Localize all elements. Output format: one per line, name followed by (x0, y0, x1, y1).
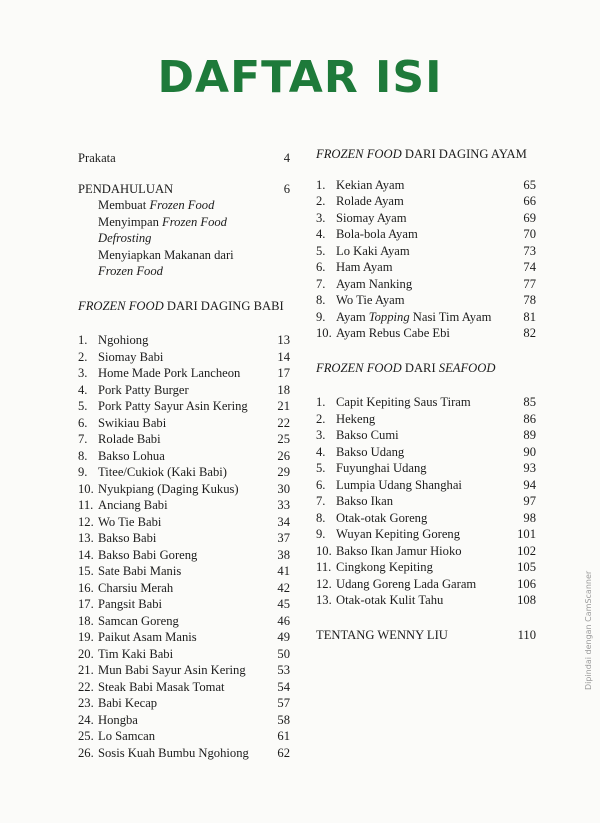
toc-right-column (316, 146, 536, 643)
entry-title: Pork Patty Sayur Asin Kering (98, 399, 248, 413)
entry-number: 3. (316, 210, 326, 225)
toc-entry[interactable] (78, 415, 290, 432)
entry-number: 25. (78, 729, 94, 743)
entry-page: 85 (523, 395, 536, 409)
entry-title: Lo Samcan (98, 729, 156, 743)
section-heading-seafood: FROZEN FOOD DARI SEAFOOD (316, 360, 496, 375)
toc-entry[interactable] (78, 728, 290, 745)
toc-entry[interactable] (316, 460, 536, 477)
toc-entry[interactable] (78, 398, 290, 415)
entry-page: 105 (517, 560, 536, 574)
entry-number: 16. (78, 580, 94, 595)
entry-page: 41 (277, 564, 290, 578)
section-heading-ayam: FROZEN FOOD DARI DAGING AYAM (316, 147, 527, 161)
entry-page: 22 (277, 415, 290, 430)
toc-entry[interactable] (78, 563, 290, 580)
entry-page: 69 (523, 210, 536, 225)
toc-subentry[interactable] (78, 230, 290, 247)
entry-title: Bola-bola Ayam (336, 227, 418, 241)
entry-page: 89 (523, 428, 536, 442)
toc-entry[interactable] (78, 332, 290, 349)
entry-number: 7. (316, 276, 326, 291)
entry-page: 73 (523, 243, 536, 258)
entry-page: 106 (517, 576, 536, 591)
toc-entry[interactable] (316, 576, 536, 593)
entry-number: 24. (78, 712, 94, 727)
entry-number: 5. (316, 461, 326, 475)
entry-number: 10. (316, 543, 332, 558)
entry-title: Anciang Babi (98, 498, 168, 512)
toc-entry[interactable] (78, 745, 290, 762)
toc-entry[interactable] (78, 613, 290, 630)
entry-page: 34 (277, 514, 290, 529)
entry-page: 94 (523, 477, 536, 492)
toc-entry[interactable] (316, 309, 536, 326)
subentry-text: Menyiapkan Makanan dari (98, 247, 234, 262)
entry-number: 6. (316, 260, 326, 274)
toc-entry[interactable] (316, 477, 536, 494)
entry-number: 1. (316, 177, 326, 192)
entry-page: 42 (277, 580, 290, 595)
entry-title: Nyukpiang (Daging Kukus) (98, 481, 239, 496)
toc-entry[interactable] (316, 427, 536, 444)
entry-number: 4. (316, 444, 326, 459)
entry-title: Ayam Nanking (336, 276, 413, 291)
entry-title: Rolade Ayam (336, 194, 404, 208)
toc-entry[interactable] (316, 325, 536, 342)
toc-list-ayam (316, 177, 536, 342)
entry-title: Kekian Ayam (336, 177, 405, 192)
entry-number: 1. (78, 333, 88, 347)
entry-page: 81 (523, 309, 536, 324)
subentry-italic: Defrosting (98, 231, 152, 245)
entry-title: Charsiu Merah (98, 580, 174, 595)
entry-number: 11. (78, 498, 94, 512)
entry-page: 49 (277, 630, 290, 644)
toc-entry[interactable] (78, 382, 290, 399)
subentry-text: Membuat (98, 198, 147, 212)
toc-entry[interactable] (78, 646, 290, 663)
entry-title: Babi Kecap (98, 696, 158, 710)
entry-number: 19. (78, 630, 94, 644)
subentry-text: Menyimpan (98, 214, 159, 229)
entry-title: Samcan Goreng (98, 613, 179, 628)
entry-page: 102 (517, 543, 536, 558)
entry-page: 77 (523, 276, 536, 291)
toc-entry-prakata[interactable] (78, 150, 290, 167)
entry-title: Udang Goreng Lada Garam (336, 576, 477, 591)
entry-title: Otak-otak Kulit Tahu (336, 593, 444, 607)
entry-title: Ngohiong (98, 333, 149, 347)
entry-title: Bakso Lohua (98, 448, 165, 463)
entry-page: 50 (277, 646, 290, 661)
entry-title: Hekeng (336, 411, 376, 426)
entry-label: PENDAHULUAN (78, 181, 174, 196)
entry-page: 33 (277, 498, 290, 512)
entry-page: 90 (523, 444, 536, 459)
toc-entry[interactable] (78, 349, 290, 366)
toc-entry[interactable] (316, 259, 536, 276)
entry-title: Bakso Babi (98, 531, 157, 545)
entry-title: Hongba (98, 712, 138, 727)
entry-number: 6. (78, 415, 88, 430)
toc-entry[interactable] (78, 712, 290, 729)
toc-entry[interactable] (78, 464, 290, 481)
entry-page: 110 (517, 627, 536, 642)
toc-entry[interactable] (78, 679, 290, 696)
toc-entry[interactable] (316, 193, 536, 210)
toc-entry[interactable] (316, 592, 536, 609)
entry-title: Rolade Babi (98, 432, 161, 446)
toc-subentry[interactable] (78, 197, 290, 214)
entry-number: 18. (78, 613, 94, 628)
entry-title: Siomay Babi (98, 349, 164, 364)
toc-entry[interactable] (78, 481, 290, 498)
entry-page: 97 (523, 494, 536, 508)
entry-number: 21. (78, 663, 94, 677)
entry-number: 8. (78, 448, 88, 463)
entry-page: 29 (277, 465, 290, 479)
entry-title: Wo Tie Ayam (336, 293, 405, 307)
entry-number: 13. (316, 593, 332, 607)
subentry-italic: Frozen Food (149, 198, 215, 212)
entry-page: 61 (277, 729, 290, 743)
entry-title: Wo Tie Babi (98, 514, 162, 529)
entry-title: Otak-otak Goreng (336, 510, 428, 525)
toc-entry[interactable] (78, 365, 290, 382)
toc-entry[interactable] (316, 226, 536, 243)
entry-title: Titee/Cukiok (Kaki Babi) (98, 465, 227, 479)
toc-entry[interactable] (316, 444, 536, 461)
entry-number: 10. (316, 326, 332, 340)
toc-entry[interactable] (78, 431, 290, 448)
entry-title: Bakso Udang (336, 444, 405, 459)
toc-entry[interactable] (316, 394, 536, 411)
entry-page: 14 (277, 349, 290, 364)
entry-page: 74 (523, 260, 536, 274)
toc-entry-tentang[interactable] (316, 627, 536, 644)
toc-subentry[interactable] (78, 214, 290, 231)
toc-entry[interactable] (78, 514, 290, 531)
entry-page: 53 (277, 663, 290, 677)
entry-page: 62 (277, 745, 290, 760)
entry-number: 9. (316, 527, 326, 541)
entry-title: Lumpia Udang Shanghai (336, 477, 462, 492)
entry-number: 12. (316, 576, 332, 591)
toc-list-babi (78, 332, 290, 761)
toc-entry[interactable] (78, 662, 290, 679)
toc-subentry[interactable] (78, 263, 290, 280)
entry-title: Ayam Topping Nasi Tim Ayam (336, 309, 492, 324)
entry-number: 23. (78, 696, 94, 710)
toc-entry[interactable] (78, 695, 290, 712)
entry-title: Swikiau Babi (98, 415, 167, 430)
entry-title: Siomay Ayam (336, 210, 407, 225)
entry-page: 78 (523, 293, 536, 307)
entry-title: Pangsit Babi (98, 597, 163, 611)
entry-number: 8. (316, 293, 326, 307)
entry-number: 15. (78, 564, 94, 578)
entry-page: 93 (523, 461, 536, 475)
entry-title: Bakso Babi Goreng (98, 547, 198, 562)
toc-entry[interactable] (316, 210, 536, 227)
entry-number: 4. (78, 382, 88, 397)
entry-number: 3. (78, 366, 88, 380)
toc-entry-pendahuluan[interactable] (78, 181, 290, 198)
entry-number: 11. (316, 560, 332, 574)
entry-page: 46 (277, 613, 290, 628)
scanner-watermark: Dipindai dengan CamScanner (584, 570, 593, 690)
entry-page: 13 (277, 333, 290, 347)
entry-page: 82 (523, 326, 536, 340)
entry-number: 13. (78, 531, 94, 545)
entry-number: 26. (78, 745, 94, 760)
toc-entry[interactable] (78, 580, 290, 597)
toc-entry[interactable] (316, 526, 536, 543)
entry-title: Paikut Asam Manis (98, 630, 197, 644)
entry-number: 9. (78, 465, 88, 479)
toc-entry[interactable] (78, 547, 290, 564)
page-title: DAFTAR ISI (157, 52, 443, 103)
toc-entry[interactable] (316, 243, 536, 260)
entry-page: 25 (277, 432, 290, 446)
entry-page: 45 (277, 597, 290, 611)
entry-number: 14. (78, 547, 94, 562)
entry-title: Sosis Kuah Bumbu Ngohiong (98, 745, 249, 760)
entry-page: 26 (277, 448, 290, 463)
entry-page: 101 (517, 527, 536, 541)
entry-page: 18 (277, 382, 290, 397)
entry-label: Prakata (78, 151, 116, 165)
entry-page: 86 (523, 411, 536, 426)
entry-page: 17 (277, 366, 290, 380)
entry-page: 6 (283, 181, 290, 196)
entry-title: Mun Babi Sayur Asin Kering (98, 663, 246, 677)
entry-number: 5. (316, 243, 326, 258)
subentry-italic: Frozen Food (98, 264, 163, 278)
entry-number: 22. (78, 679, 94, 694)
toc-list-seafood (316, 394, 536, 609)
entry-title: Fuyunghai Udang (336, 461, 427, 475)
entry-number: 3. (316, 428, 326, 442)
entry-number: 6. (316, 477, 326, 492)
entry-page: 4 (283, 151, 290, 165)
toc-entry[interactable] (316, 543, 536, 560)
entry-number: 20. (78, 646, 94, 661)
entry-number: 12. (78, 514, 94, 529)
toc-entry[interactable] (78, 497, 290, 514)
toc-entry[interactable] (78, 596, 290, 613)
entry-title: Wuyan Kepiting Goreng (336, 527, 461, 541)
entry-number: 4. (316, 227, 326, 241)
toc-entry[interactable] (316, 493, 536, 510)
toc-entry[interactable] (316, 559, 536, 576)
entry-label: TENTANG WENNY LIU (316, 627, 448, 642)
entry-title: Cingkong Kepiting (336, 560, 433, 574)
entry-number: 9. (316, 309, 326, 324)
entry-number: 8. (316, 510, 326, 525)
entry-number: 2. (316, 411, 326, 426)
toc-entry[interactable] (316, 292, 536, 309)
entry-page: 65 (523, 177, 536, 192)
toc-entry[interactable] (316, 411, 536, 428)
entry-number: 1. (316, 395, 326, 409)
toc-entry[interactable] (316, 510, 536, 527)
entry-number: 5. (78, 399, 88, 413)
toc-entry[interactable] (316, 276, 536, 293)
entry-page: 98 (523, 510, 536, 525)
subentry-italic: Frozen Food (162, 214, 227, 229)
entry-page: 21 (277, 399, 290, 413)
entry-title: Pork Patty Burger (98, 382, 189, 397)
entry-title: Tim Kaki Babi (98, 646, 174, 661)
entry-title: Steak Babi Masak Tomat (98, 679, 225, 694)
entry-number: 7. (316, 494, 326, 508)
entry-title: Bakso Ikan (336, 494, 394, 508)
entry-title: Ham Ayam (336, 260, 393, 274)
entry-number: 7. (78, 432, 88, 446)
entry-number: 2. (78, 349, 88, 364)
toc-left-column (78, 150, 290, 761)
entry-title: Lo Kaki Ayam (336, 243, 410, 258)
entry-page: 38 (277, 547, 290, 562)
entry-title: Bakso Ikan Jamur Hioko (336, 543, 462, 558)
entry-page: 57 (277, 696, 290, 710)
entry-page: 108 (517, 593, 536, 607)
toc-subentry[interactable] (78, 247, 290, 264)
entry-page: 37 (277, 531, 290, 545)
entry-number: 2. (316, 194, 326, 208)
entry-number: 17. (78, 597, 94, 611)
entry-title: Bakso Cumi (336, 428, 399, 442)
section-heading-babi: FROZEN FOOD DARI DAGING BABI (78, 298, 284, 313)
entry-page: 58 (277, 712, 290, 727)
toc-entry[interactable] (78, 629, 290, 646)
toc-entry[interactable] (78, 530, 290, 547)
toc-entry[interactable] (316, 177, 536, 194)
entry-page: 30 (277, 481, 290, 496)
entry-page: 70 (523, 227, 536, 241)
entry-page: 54 (277, 679, 290, 694)
entry-title: Ayam Rebus Cabe Ebi (336, 326, 450, 340)
toc-entry[interactable] (78, 448, 290, 465)
entry-page: 66 (523, 194, 536, 208)
entry-number: 10. (78, 481, 94, 496)
entry-title: Home Made Pork Lancheon (98, 366, 241, 380)
entry-title: Sate Babi Manis (98, 564, 182, 578)
entry-title: Capit Kepiting Saus Tiram (336, 395, 471, 409)
